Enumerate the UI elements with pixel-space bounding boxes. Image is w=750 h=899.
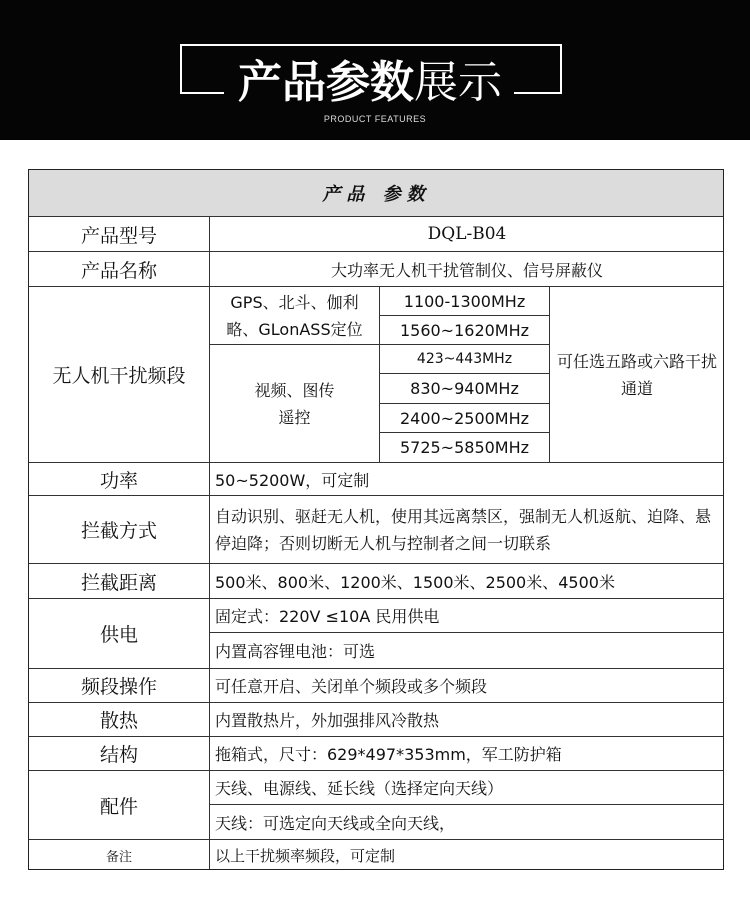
- note-value: 以上干扰频率频段，可定制: [209, 839, 724, 870]
- supply-battery: 内置高容锂电池：可选: [209, 632, 724, 668]
- model-label: 产品型号: [28, 216, 209, 251]
- name-label: 产品名称: [28, 251, 209, 286]
- channel-note: 可任选五路或六路干扰通道: [549, 286, 724, 462]
- intercept-value: 自动识别、驱赶无人机，使用其远离禁区，强制无人机返航、迫降、悬停迫降；否则切断无人机与控制者之间一切联系: [209, 495, 724, 563]
- video-group: 视频、图传遥控: [209, 344, 379, 462]
- page-title-light: 展示: [414, 57, 502, 108]
- ops-label: 频段操作: [28, 668, 209, 702]
- banner-frame: [180, 44, 562, 46]
- table-header: 产品 参数: [28, 169, 724, 216]
- band-label: 无人机干扰频段: [28, 286, 209, 462]
- gps-band-2: 1560~1620MHz: [379, 315, 549, 344]
- page-subtitle: PRODUCT FEATURES: [323, 114, 427, 124]
- structure-label: 结构: [28, 736, 209, 770]
- gps-band-1: 1100-1300MHz: [379, 286, 549, 315]
- page-title: [225, 55, 515, 111]
- parts-label: 配件: [28, 770, 209, 839]
- range-label: 拦截距离: [28, 563, 209, 598]
- note-label: 备注: [28, 839, 209, 870]
- banner-frame: [560, 44, 562, 94]
- video-band-1: 423~443MHz: [379, 344, 549, 373]
- supply-fixed: 固定式：220V ≤10A 民用供电: [209, 598, 724, 632]
- video-band-3: 2400~2500MHz: [379, 403, 549, 432]
- video-band-2: 830~940MHz: [379, 373, 549, 403]
- parts-line-1: 天线、电源线、延长线（选择定向天线）: [209, 770, 724, 804]
- ops-value: 可任意开启、关闭单个频段或多个频段: [209, 668, 724, 702]
- banner-frame: [514, 92, 562, 94]
- banner-frame: [180, 92, 224, 94]
- parts-line-2: 天线：可选定向天线或全向天线，: [209, 804, 724, 839]
- cooling-label: 散热: [28, 702, 209, 736]
- name-value: 大功率无人机干扰管制仪、信号屏蔽仪: [209, 251, 724, 286]
- power-value: 50~5200W，可定制: [209, 462, 724, 495]
- intercept-label: 拦截方式: [28, 495, 209, 563]
- supply-label: 供电: [28, 598, 209, 668]
- structure-value: 拖箱式，尺寸：629*497*353mm，军工防护箱: [209, 736, 724, 770]
- page-title-bold: 产品参数: [238, 57, 414, 108]
- model-value: DQL-B04: [209, 216, 724, 251]
- power-label: 功率: [28, 462, 209, 495]
- range-value: 500米、800米、1200米、1500米、2500米、4500米: [209, 563, 724, 598]
- gps-group: GPS、北斗、伽利略、GLonASS定位: [209, 286, 379, 344]
- banner-frame: [180, 44, 182, 94]
- header-banner: [0, 0, 750, 140]
- video-band-4: 5725~5850MHz: [379, 432, 549, 462]
- cooling-value: 内置散热片，外加强排风冷散热: [209, 702, 724, 736]
